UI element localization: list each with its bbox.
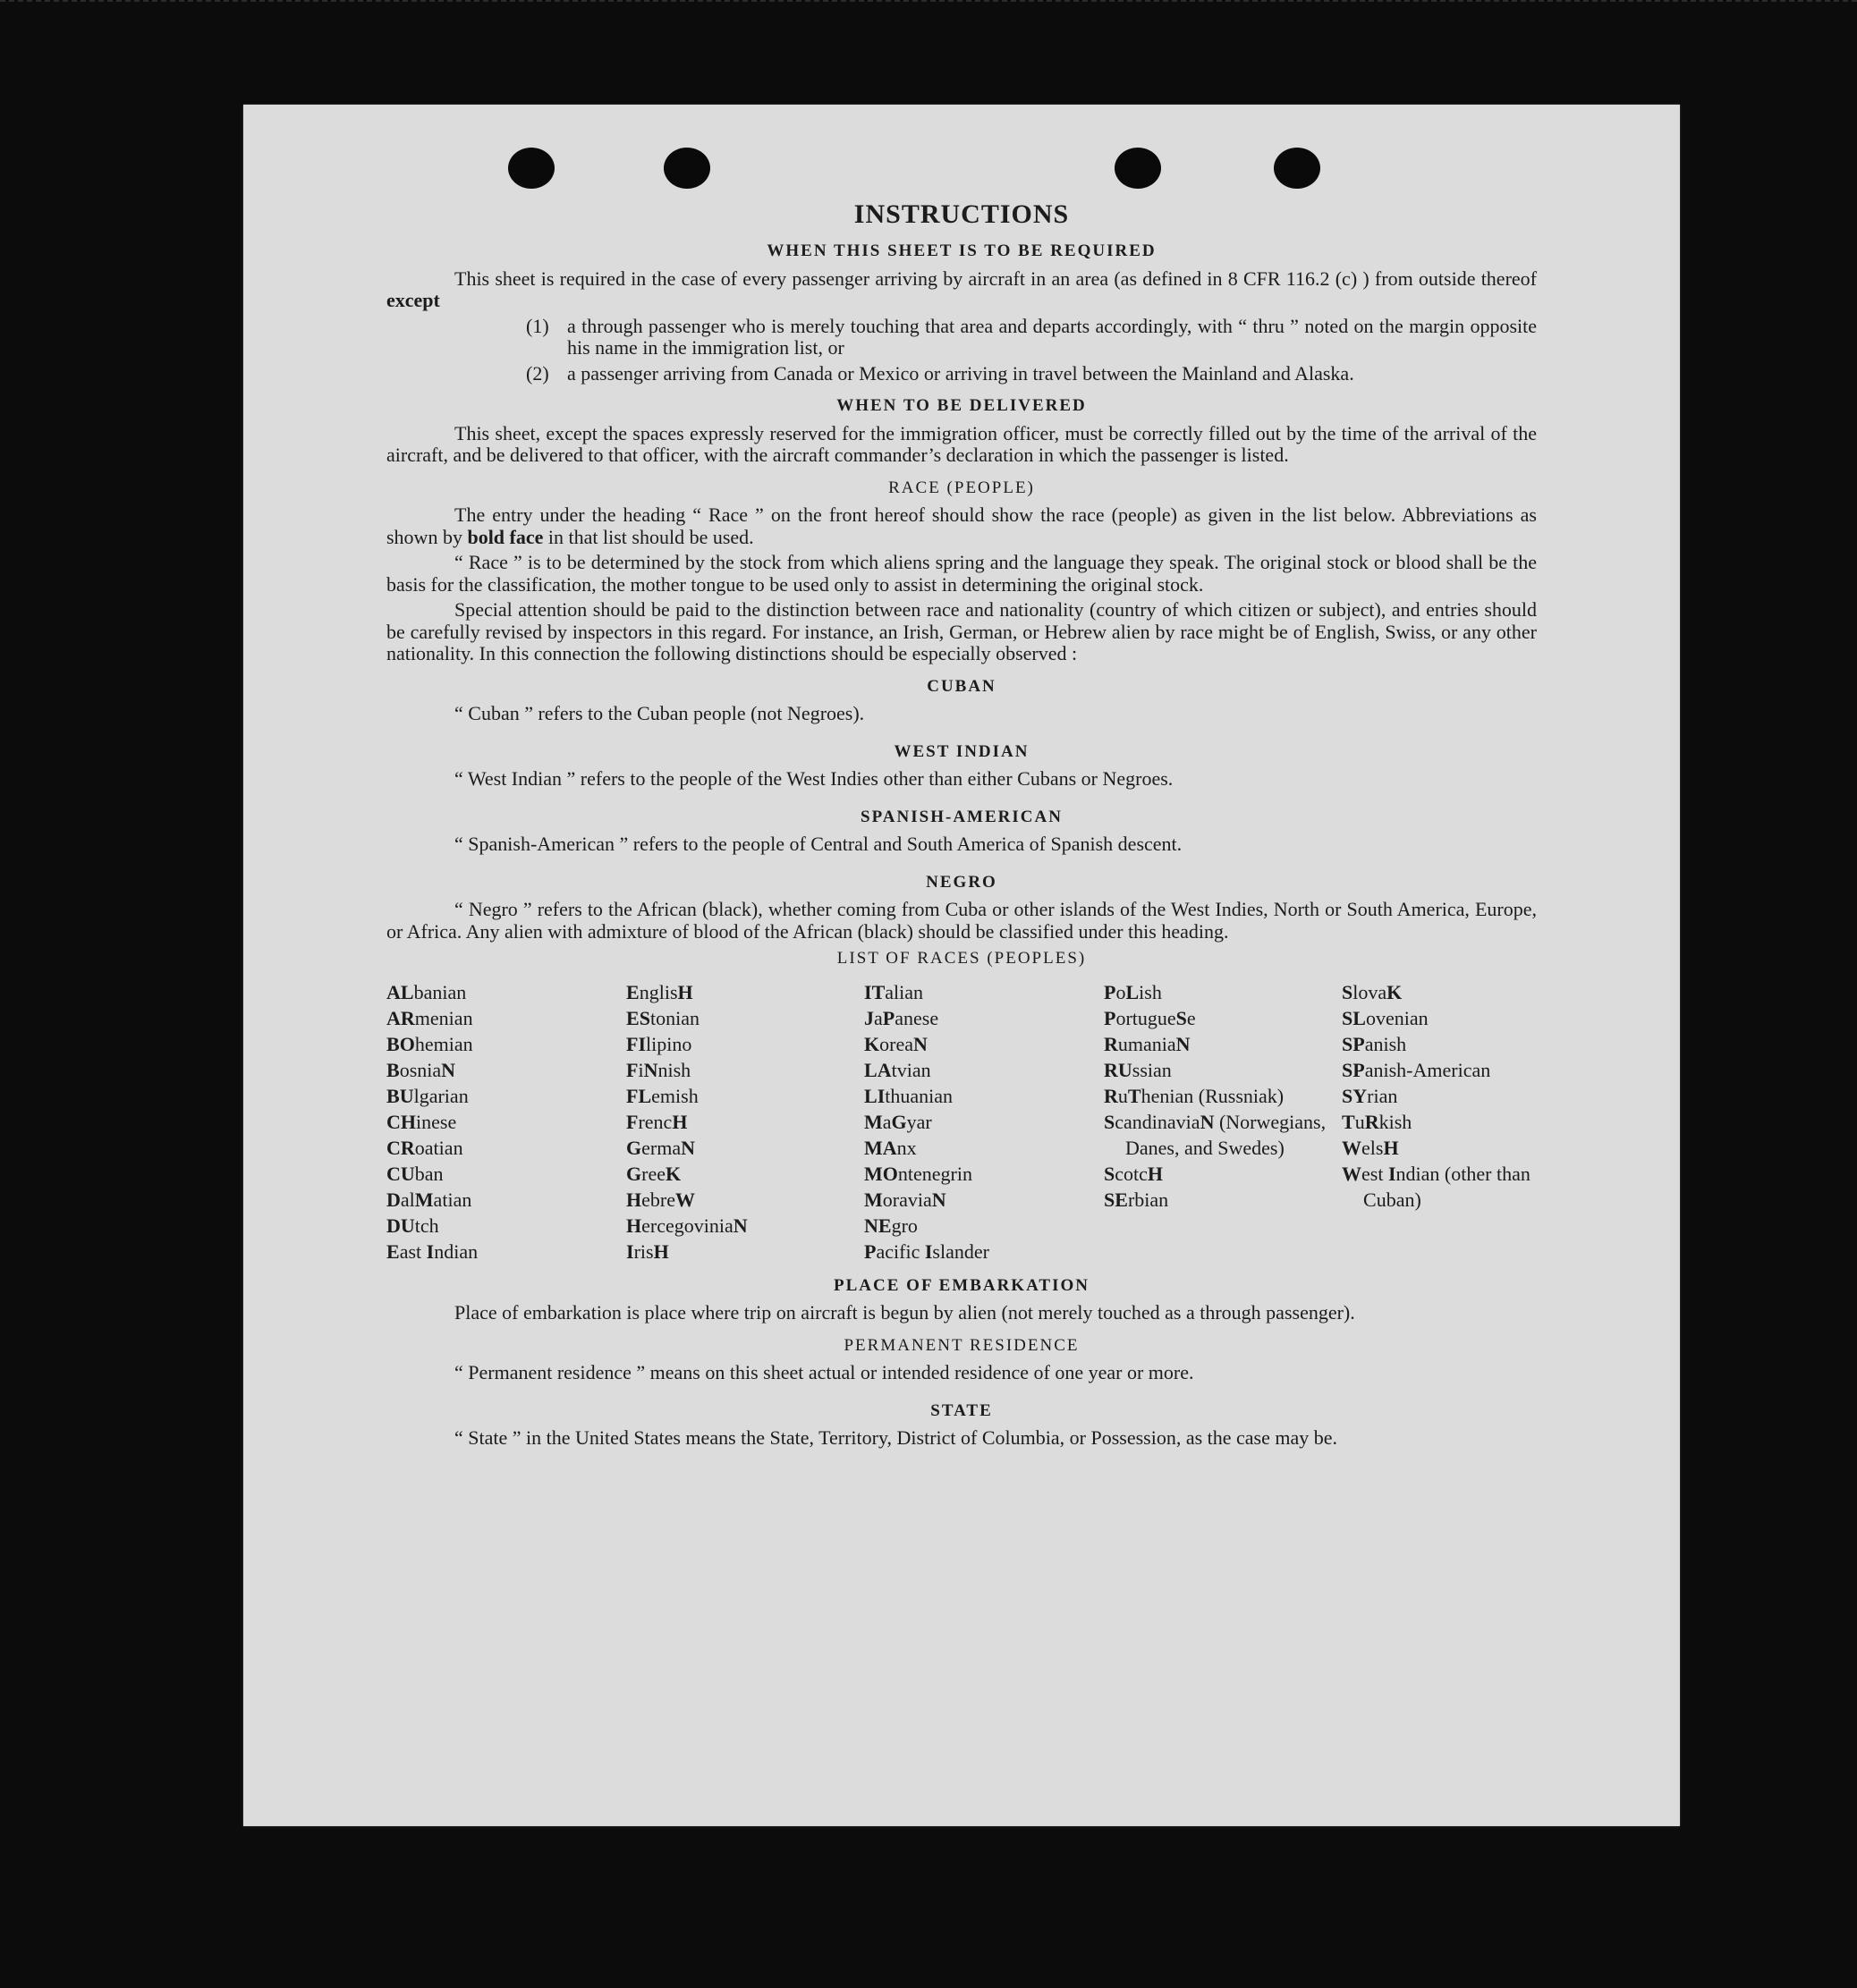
race-entry: MaGyar (864, 1110, 932, 1133)
heading-cuban: CUBAN (927, 676, 996, 696)
page-title: INSTRUCTIONS (853, 199, 1070, 229)
embarkation-text: Place of embarkation is place where trip on aircraft is begun by alien (not merely touched as a through passenger). (454, 1301, 1355, 1324)
race-entry: WelsH (1342, 1136, 1399, 1159)
residence-text: “ Permanent residence ” means on this sheet actual or intended residence of one year or more. (454, 1361, 1194, 1383)
race-entry: PortugueSe (1104, 1006, 1196, 1029)
race-entry: ARmenian (386, 1006, 473, 1029)
race-entry: TuRkish (1342, 1110, 1412, 1133)
race-entry: DUtch (386, 1214, 439, 1237)
punch-hole (1274, 148, 1320, 189)
race-entry: EStonian (626, 1006, 700, 1029)
race-entry: MOntenegrin (864, 1162, 972, 1185)
heading-west-indian: WEST INDIAN (894, 741, 1030, 761)
race-entry: RumaniaN (1104, 1032, 1191, 1055)
race-entry: JaPanese (864, 1006, 939, 1029)
race-entry: ALbanian (386, 980, 467, 1003)
race-column (1342, 979, 1537, 1265)
west-indian-text: “ West Indian ” refers to the people of the West Indies other than either Cubans or Negroes. (454, 767, 1174, 790)
race-entry: NEgro (864, 1214, 918, 1237)
heading-delivered: WHEN TO BE DELIVERED (836, 396, 1087, 415)
heading-residence: PERMANENT RESIDENCE (844, 1335, 1080, 1355)
race-paragraph-2: “ Race ” is to be determined by the stock from which aliens spring and the language they speak. The original stock or blood shall be the basis for the classification, the mother tongue to be used only to assist in determining the original stock. (386, 551, 1537, 596)
race-entry: HercegoviniaN (626, 1214, 748, 1237)
race-entry: MoraviaN (864, 1188, 946, 1211)
punch-hole (664, 148, 710, 189)
race-entry: SPanish-American (1342, 1058, 1491, 1081)
punch-hole (508, 148, 555, 189)
race-entry: FiNnish (626, 1058, 691, 1081)
race-entry: CUban (386, 1162, 444, 1185)
heading-negro: NEGRO (926, 872, 997, 892)
race-paragraph-1: The entry under the heading “ Race ” on the front hereof should show the race (people) as given in the list below. Abbreviations as shown by bold face in that list should be used. (386, 503, 1537, 548)
heading-embarkation: PLACE OF EMBARKATION (834, 1275, 1090, 1295)
race-entry: PoLish (1104, 980, 1162, 1003)
race-entry: RUssian (1104, 1058, 1172, 1081)
race-entry: EnglisH (626, 980, 693, 1003)
heading-spanish-american: SPANISH-AMERICAN (861, 807, 1063, 826)
race-column (626, 979, 864, 1265)
race-list (386, 979, 1537, 1265)
race-entry: GreeK (626, 1162, 682, 1185)
required-intro: This sheet is required in the case of every passenger arriving by aircraft in an area (as defined in 8 CFR 116.2 (c) ) from outside thereof except (386, 266, 1537, 311)
film-edge (0, 0, 1857, 55)
exception-item: (2) a passenger arriving from Canada or Mexico or arriving in travel between the Mainland and Alaska. (526, 361, 1354, 385)
race-entry: RuThenian (Russniak) (1104, 1084, 1285, 1107)
race-entry: SPanish (1342, 1032, 1407, 1055)
race-entry: FrencH (626, 1110, 688, 1133)
race-entry: SErbian (1104, 1188, 1169, 1211)
race-paragraph-3: Special attention should be paid to the distinction between race and nationality (country of which citizen or subject), and entries should be carefully revised by inspectors in this regard. For instance, an Irish, German, or Hebrew alien by race might be of English, Swiss, or any other nationality. In this connection the following distinctions should be especially observed : (386, 598, 1537, 664)
race-entry: ScandinaviaN (Norwegians, Danes, and Swedes) (1104, 1110, 1327, 1159)
negro-text: “ Negro ” refers to the African (black), whether coming from Cuba or other islands of the West Indies, North or South America, Europe, or Africa. Any alien with admixture of blood of the African (black) should be classified under this heading. (386, 898, 1537, 943)
race-entry: LAtvian (864, 1058, 931, 1081)
race-entry: LIthuanian (864, 1084, 954, 1107)
race-entry: ScotcH (1104, 1162, 1164, 1185)
heading-required: WHEN THIS SHEET IS TO BE REQUIRED (767, 241, 1157, 260)
instructions-body (386, 199, 1537, 1453)
race-entry: CRoatian (386, 1136, 463, 1159)
heading-race: RACE (PEOPLE) (888, 478, 1035, 497)
race-entry: BUlgarian (386, 1084, 469, 1107)
race-column (1104, 979, 1342, 1265)
race-entry: Pacific Islander (864, 1239, 989, 1263)
heading-list-of-races: LIST OF RACES (PEOPLES) (836, 949, 1087, 968)
race-entry: IrisH (626, 1239, 669, 1263)
race-column (864, 979, 1104, 1265)
race-entry: BosniaN (386, 1058, 456, 1081)
race-entry: MAnx (864, 1136, 917, 1159)
heading-state: STATE (930, 1400, 993, 1420)
race-entry: West Indian (other than Cuban) (1342, 1162, 1531, 1211)
race-entry: KoreaN (864, 1032, 928, 1055)
race-entry: FIlipino (626, 1032, 692, 1055)
race-entry: DalMatian (386, 1188, 472, 1211)
spanish-american-text: “ Spanish-American ” refers to the people of Central and South America of Spanish descent. (454, 833, 1183, 855)
race-entry: East Indian (386, 1239, 479, 1263)
race-entry: CHinese (386, 1110, 457, 1133)
exception-item: (1) a through passenger who is merely touching that area and departs accordingly, with “ thru ” noted on the margin opposite his name in the immigration list, or (526, 314, 1537, 359)
race-entry: SYrian (1342, 1084, 1398, 1107)
race-entry: SlovaK (1342, 980, 1403, 1003)
race-entry: ITalian (864, 980, 924, 1003)
race-entry: BOhemian (386, 1032, 473, 1055)
race-column (386, 979, 626, 1265)
race-entry: SLovenian (1342, 1006, 1429, 1029)
cuban-text: “ Cuban ” refers to the Cuban people (not Negroes). (454, 702, 865, 724)
document-sheet (243, 105, 1680, 1826)
race-entry: HebreW (626, 1188, 695, 1211)
state-text: “ State ” in the United States means the State, Territory, District of Columbia, or Possession, as the case may be. (454, 1426, 1338, 1449)
punch-hole (1115, 148, 1161, 189)
race-entry: FLemish (626, 1084, 699, 1107)
delivered-text: This sheet, except the spaces expressly reserved for the immigration officer, must be correctly filled out by the time of the arrival of the aircraft, and be delivered to that officer, with the aircraft commander’s declaration in which the passenger is listed. (386, 421, 1537, 466)
race-entry: GermaN (626, 1136, 695, 1159)
